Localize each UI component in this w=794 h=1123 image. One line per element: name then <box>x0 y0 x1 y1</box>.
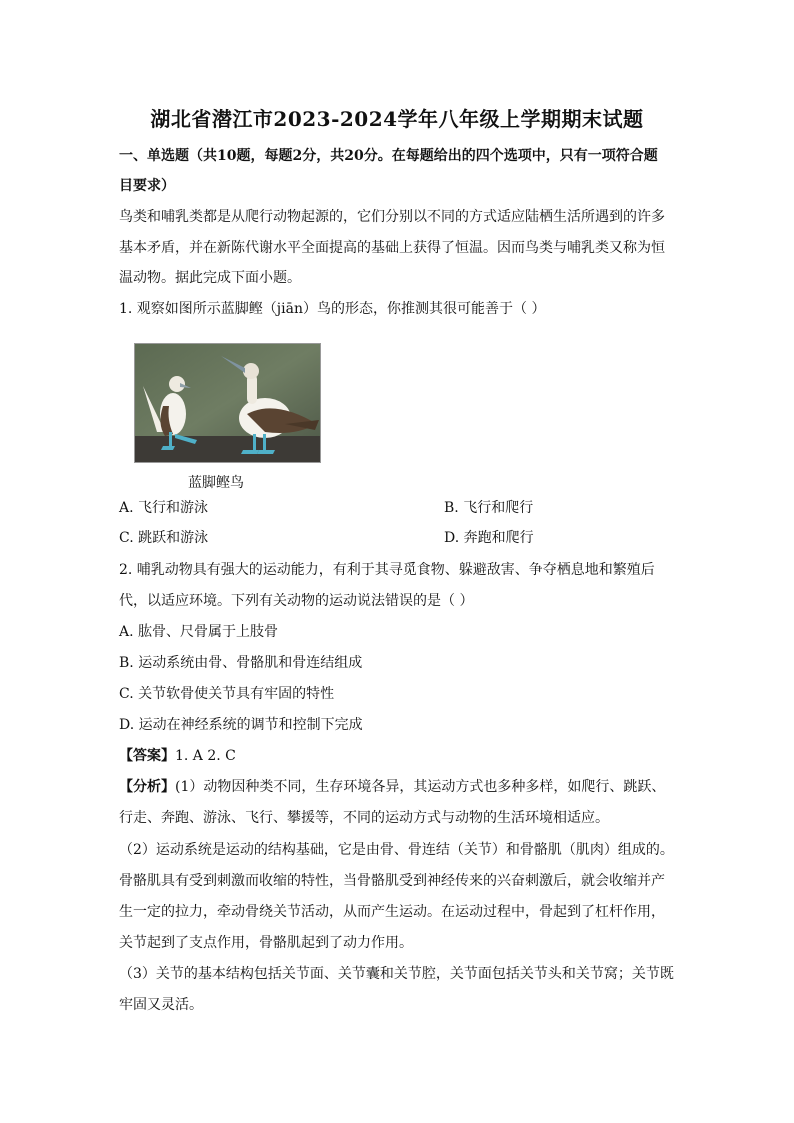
blue-footed-booby-photo <box>134 343 321 463</box>
section-heading-line2: 目要求） <box>119 178 175 194</box>
q2-option-c: C. 关节软骨使关节具有牢固的特性 <box>119 686 335 702</box>
intro-line: 鸟类和哺乳类都是从爬行动物起源的，它们分别以不同的方式适应陆栖生活所遇到的许多 <box>119 209 665 225</box>
analysis-label: 【分析】 <box>119 779 175 795</box>
analysis-line: 牢固又灵活。 <box>119 997 203 1013</box>
analysis-line: （3）关节的基本结构包括关节面、关节囊和关节腔，关节面包括关节头和关节窝；关节既 <box>119 966 674 982</box>
question-1-stem: 1. 观察如图所示蓝脚鲣（jiān）鸟的形态，你推测其很可能善于（ ） <box>119 301 546 317</box>
q2-option-b: B. 运动系统由骨、骨骼肌和骨连结组成 <box>119 655 363 671</box>
analysis-text: (1）动物因种类不同，生存环境各异，其运动方式也多种多样，如爬行、跳跃、 <box>175 779 666 795</box>
q1-option-b: B. 飞行和爬行 <box>444 500 534 516</box>
analysis-line: 骨骼肌具有受到刺激而收缩的特性，当骨骼肌受到神经传来的兴奋刺激后，就会收缩并产 <box>119 873 665 889</box>
section-heading-line1: 一、单选题（共10题，每题2分，共20分。在每题给出的四个选项中，只有一项符合题 <box>119 148 658 164</box>
analysis-line: （2）运动系统是运动的结构基础，它是由骨、骨连结（关节）和骨骼肌（肌肉）组成的。 <box>119 842 674 858</box>
page-title: 湖北省潜江市2023-2024学年八年级上学期期末试题 <box>150 107 644 131</box>
answer-line <box>119 746 236 766</box>
photo-caption: 蓝脚鲣鸟 <box>188 475 244 491</box>
question-2-stem-line1: 2. 哺乳动物具有强大的运动能力，有利于其寻觅食物、躲避敌害、争夺栖息地和繁殖后 <box>119 562 655 578</box>
q1-option-c: C. 跳跃和游泳 <box>119 530 209 546</box>
answer-text: 1. A 2. C <box>175 748 236 764</box>
intro-line: 温动物。据此完成下面小题。 <box>119 270 301 286</box>
analysis-line: 生一定的拉力，牵动骨绕关节活动，从而产生运动。在运动过程中，骨起到了杠杆作用， <box>119 904 665 920</box>
q2-option-a: A. 肱骨、尺骨属于上肢骨 <box>119 624 279 640</box>
q2-option-d: D. 运动在神经系统的调节和控制下完成 <box>119 717 363 733</box>
analysis-line: 行走、奔跑、游泳、飞行、攀援等，不同的运动方式与动物的生活环境相适应。 <box>119 810 609 826</box>
answer-label: 【答案】 <box>119 748 175 764</box>
analysis-line <box>119 777 665 797</box>
q1-option-a: A. 飞行和游泳 <box>119 500 209 516</box>
analysis-line: 关节起到了支点作用，骨骼肌起到了动力作用。 <box>119 935 413 951</box>
question-2-stem-line2: 代，以适应环境。下列有关动物的运动说法错误的是（ ） <box>119 593 474 609</box>
q1-option-d: D. 奔跑和爬行 <box>444 530 534 546</box>
intro-line: 基本矛盾，并在新陈代谢水平全面提高的基础上获得了恒温。因而鸟类与哺乳类又称为恒 <box>119 240 665 256</box>
